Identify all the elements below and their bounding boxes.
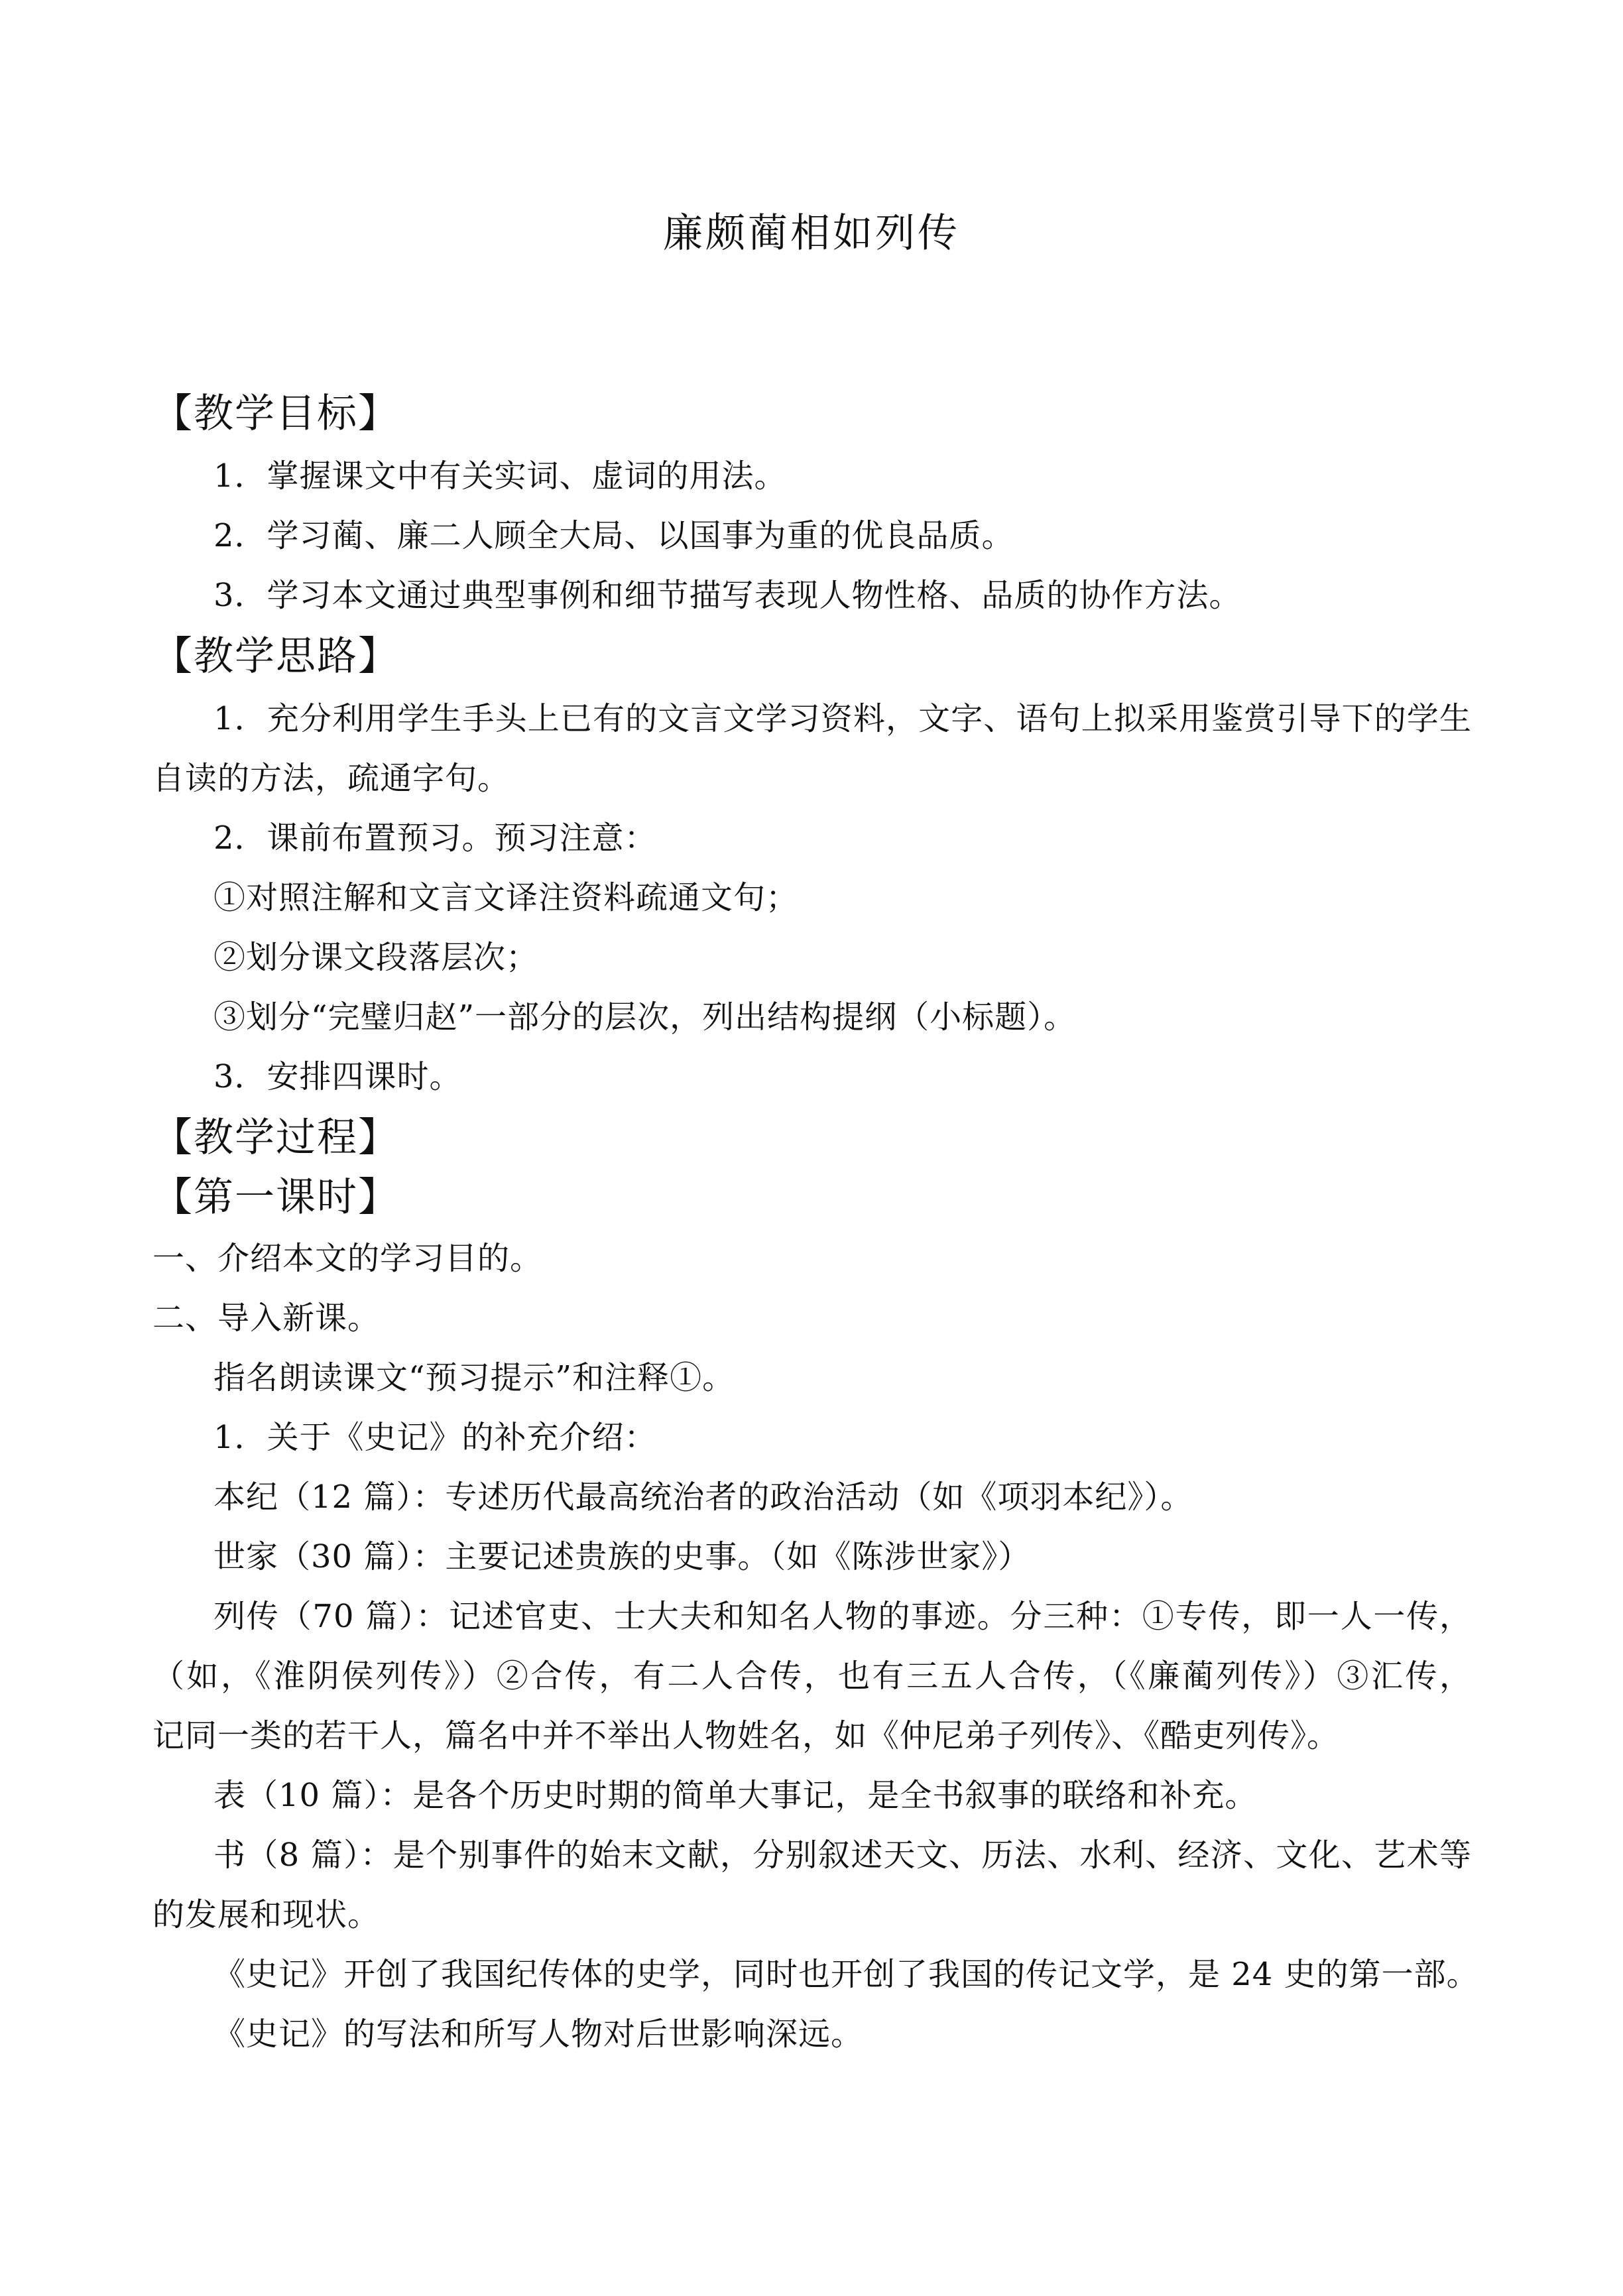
shijia-description: 世家（30 篇）：主要记述贵族的史事。（如《陈涉世家》） bbox=[213, 1538, 1031, 1575]
shiji-intro: 1．关于《史记》的补充介绍： bbox=[213, 1419, 657, 1456]
shu-description-line-1: 书（8 篇）：是个别事件的始末文献，分别叙述天文、历法、水利、经济、文化、艺术等 bbox=[213, 1837, 1472, 1874]
shiji-influence: 《史记》的写法和所写人物对后世影响深远。 bbox=[213, 2016, 864, 2053]
approach-item-1-line-1: 1．充分利用学生手头上已有的文言文学习资料，文字、语句上拟采用鉴赏引导下的学生 bbox=[213, 700, 1472, 737]
shu-description-line-2: 的发展和现状。 bbox=[152, 1896, 381, 1933]
approach-item-3: 3．安排四课时。 bbox=[213, 1058, 462, 1095]
goal-item-1: 1．掌握课文中有关实词、虚词的用法。 bbox=[213, 457, 787, 495]
shiji-significance: 《史记》开创了我国纪传体的史学，同时也开创了我国的传记文学，是 24 史的第一部。 bbox=[213, 1956, 1479, 1993]
goal-item-2: 2．学习蔺、廉二人顾全大局、以国事为重的优良品质。 bbox=[213, 517, 1014, 554]
read-aloud-instruction: 指名朗读课文“预习提示”和注释①。 bbox=[213, 1359, 735, 1396]
liezhuan-description-line-2: （如，《淮阴侯列传》）②合传，有二人合传，也有三五人合传，（《廉蔺列传》）③汇传， bbox=[152, 1658, 1472, 1695]
liezhuan-description-line-1: 列传（70 篇）：记述官吏、士大夫和知名人物的事迹。分三种：①专传，即一人一传， bbox=[213, 1598, 1472, 1635]
approach-item-1-line-2: 自读的方法，疏通字句。 bbox=[152, 760, 511, 797]
step-1: 一、介绍本文的学习目的。 bbox=[152, 1240, 543, 1277]
step-2: 二、导入新课。 bbox=[152, 1299, 381, 1337]
document-title: 廉颇蔺相如列传 bbox=[663, 210, 960, 257]
biao-description: 表（10 篇）：是各个历史时期的简单大事记，是全书叙事的联络和补充。 bbox=[213, 1777, 1258, 1814]
preview-note-1: ①对照注解和文言文译注资料疏通文句； bbox=[213, 879, 799, 916]
section-heading-teaching-process: 【教学过程】 bbox=[152, 1115, 399, 1161]
section-heading-lesson-1: 【第一课时】 bbox=[152, 1174, 399, 1221]
approach-item-2: 2．课前布置预习。预习注意： bbox=[213, 819, 657, 857]
preview-note-2: ②划分课文段落层次； bbox=[213, 939, 539, 976]
goal-item-3: 3．学习本文通过典型事例和细节描写表现人物性格、品质的协作方法。 bbox=[213, 577, 1242, 614]
liezhuan-description-line-3: 记同一类的若干人，篇名中并不举出人物姓名，如《仲尼弟子列传》、《酷吏列传》。 bbox=[152, 1717, 1340, 1754]
benji-description: 本纪（12 篇）：专述历代最高统治者的政治活动（如《项羽本纪》）。 bbox=[213, 1479, 1193, 1516]
section-heading-teaching-approach: 【教学思路】 bbox=[152, 633, 399, 680]
section-heading-teaching-goals: 【教学目标】 bbox=[152, 391, 399, 437]
preview-note-3: ③划分“完璧归赵”一部分的层次，列出结构提纲（小标题）。 bbox=[213, 998, 1077, 1036]
